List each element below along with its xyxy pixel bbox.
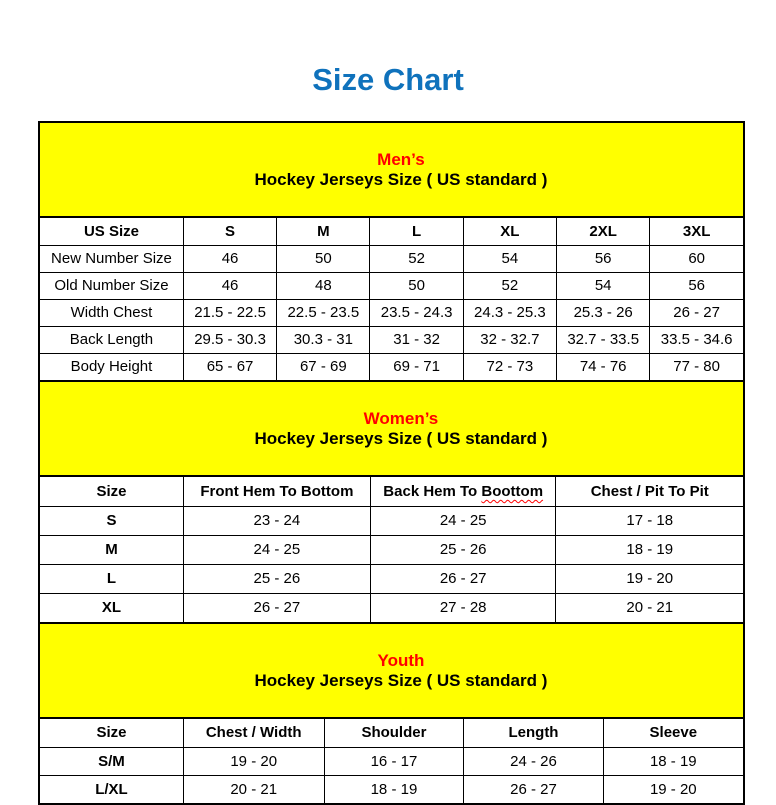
mens-section-header — [40, 123, 743, 218]
mens-section-title: Hockey Jerseys Size ( US standard ) — [254, 170, 548, 189]
size-cell: 32 - 32.7 — [463, 326, 556, 353]
size-cell: 72 - 73 — [463, 353, 556, 380]
size-cell: 54 — [463, 245, 556, 272]
size-cell: 24.3 - 25.3 — [463, 299, 556, 326]
womens-section-highlight: Women’s — [363, 409, 439, 428]
row-label-xl: XL — [40, 593, 183, 622]
row-label-s: S — [40, 506, 183, 535]
size-cell: 25 - 26 — [183, 564, 370, 593]
size-cell: 46 — [183, 272, 276, 299]
row-label-l: L — [40, 564, 183, 593]
size-cell: 26 - 27 — [183, 593, 370, 622]
column-header-size: Size — [40, 477, 183, 506]
size-cell: 23.5 - 24.3 — [370, 299, 463, 326]
column-header-sleeve: Sleeve — [603, 719, 743, 747]
table-row — [40, 747, 743, 775]
size-cell: 74 - 76 — [557, 353, 650, 380]
size-cell: 60 — [650, 245, 743, 272]
row-label-body-height: Body Height — [40, 353, 183, 380]
size-cell: 31 - 32 — [370, 326, 463, 353]
table-row — [40, 564, 743, 593]
column-header-text: Back Hem To — [383, 482, 478, 500]
column-header-front-hem: Front Hem To Bottom — [183, 477, 370, 506]
youth-section-title: Hockey Jerseys Size ( US standard ) — [254, 671, 548, 690]
size-cell: 18 - 19 — [324, 775, 464, 803]
youth-section-header — [40, 622, 743, 719]
column-header-s: S — [183, 218, 276, 245]
size-cell: 19 - 20 — [603, 775, 743, 803]
column-header-2xl: 2XL — [557, 218, 650, 245]
size-cell: 29.5 - 30.3 — [183, 326, 276, 353]
size-cell: 20 - 21 — [556, 593, 743, 622]
table-row — [40, 353, 743, 380]
table-row — [40, 535, 743, 564]
size-cell: 18 - 19 — [556, 535, 743, 564]
misspelled-word: Boottom — [481, 482, 544, 500]
column-header-m: M — [277, 218, 370, 245]
column-header-shoulder: Shoulder — [324, 719, 464, 747]
size-cell: 65 - 67 — [183, 353, 276, 380]
column-header-back-hem — [370, 477, 556, 506]
size-cell: 33.5 - 34.6 — [650, 326, 743, 353]
size-cell: 56 — [557, 245, 650, 272]
size-cell: 27 - 28 — [370, 593, 556, 622]
size-cell: 22.5 - 23.5 — [277, 299, 370, 326]
size-cell: 26 - 27 — [464, 775, 603, 803]
youth-size-table — [40, 719, 743, 803]
size-cell: 25.3 - 26 — [557, 299, 650, 326]
womens-size-table — [40, 477, 743, 622]
size-cell: 52 — [370, 245, 463, 272]
size-cell: 46 — [183, 245, 276, 272]
table-row — [40, 593, 743, 622]
column-header-3xl: 3XL — [650, 218, 743, 245]
row-label-width-chest: Width Chest — [40, 299, 183, 326]
size-cell: 23 - 24 — [183, 506, 370, 535]
column-header-us-size: US Size — [40, 218, 183, 245]
size-cell: 21.5 - 22.5 — [183, 299, 276, 326]
size-cell: 77 - 80 — [650, 353, 743, 380]
size-cell: 50 — [277, 245, 370, 272]
womens-section-header — [40, 380, 743, 477]
mens-size-table — [40, 218, 743, 380]
table-row — [40, 506, 743, 535]
row-label-m: M — [40, 535, 183, 564]
youth-section-highlight: Youth — [377, 651, 425, 670]
size-cell: 52 — [463, 272, 556, 299]
size-cell: 24 - 25 — [370, 506, 556, 535]
column-header-size: Size — [40, 719, 183, 747]
table-row — [40, 272, 743, 299]
size-cell: 19 - 20 — [556, 564, 743, 593]
row-label-new-number-size: New Number Size — [40, 245, 183, 272]
column-header-xl: XL — [463, 218, 556, 245]
table-row — [40, 326, 743, 353]
column-header-chest-pit: Chest / Pit To Pit — [556, 477, 743, 506]
youth-header-row — [40, 719, 743, 747]
womens-section-title: Hockey Jerseys Size ( US standard ) — [254, 429, 548, 448]
row-label-old-number-size: Old Number Size — [40, 272, 183, 299]
mens-header-row — [40, 218, 743, 245]
size-cell: 26 - 27 — [650, 299, 743, 326]
womens-header-row — [40, 477, 743, 506]
size-cell: 18 - 19 — [603, 747, 743, 775]
table-row — [40, 245, 743, 272]
page-title: Size Chart — [312, 62, 464, 97]
size-cell: 20 - 21 — [183, 775, 324, 803]
size-cell: 19 - 20 — [183, 747, 324, 775]
size-cell: 16 - 17 — [324, 747, 464, 775]
size-cell: 32.7 - 33.5 — [557, 326, 650, 353]
size-cell: 48 — [277, 272, 370, 299]
column-header-chest-width: Chest / Width — [183, 719, 324, 747]
size-chart — [38, 121, 745, 805]
size-cell: 26 - 27 — [370, 564, 556, 593]
size-cell: 69 - 71 — [370, 353, 463, 380]
row-label-lxl: L/XL — [40, 775, 183, 803]
row-label-back-length: Back Length — [40, 326, 183, 353]
size-cell: 30.3 - 31 — [277, 326, 370, 353]
size-cell: 67 - 69 — [277, 353, 370, 380]
mens-section-highlight: Men’s — [377, 150, 425, 169]
column-header-length: Length — [464, 719, 603, 747]
table-row — [40, 775, 743, 803]
size-cell: 24 - 25 — [183, 535, 370, 564]
size-cell: 24 - 26 — [464, 747, 603, 775]
size-cell: 25 - 26 — [370, 535, 556, 564]
size-cell: 50 — [370, 272, 463, 299]
size-cell: 56 — [650, 272, 743, 299]
size-cell: 17 - 18 — [556, 506, 743, 535]
row-label-sm: S/M — [40, 747, 183, 775]
table-row — [40, 299, 743, 326]
size-cell: 54 — [557, 272, 650, 299]
column-header-l: L — [370, 218, 463, 245]
